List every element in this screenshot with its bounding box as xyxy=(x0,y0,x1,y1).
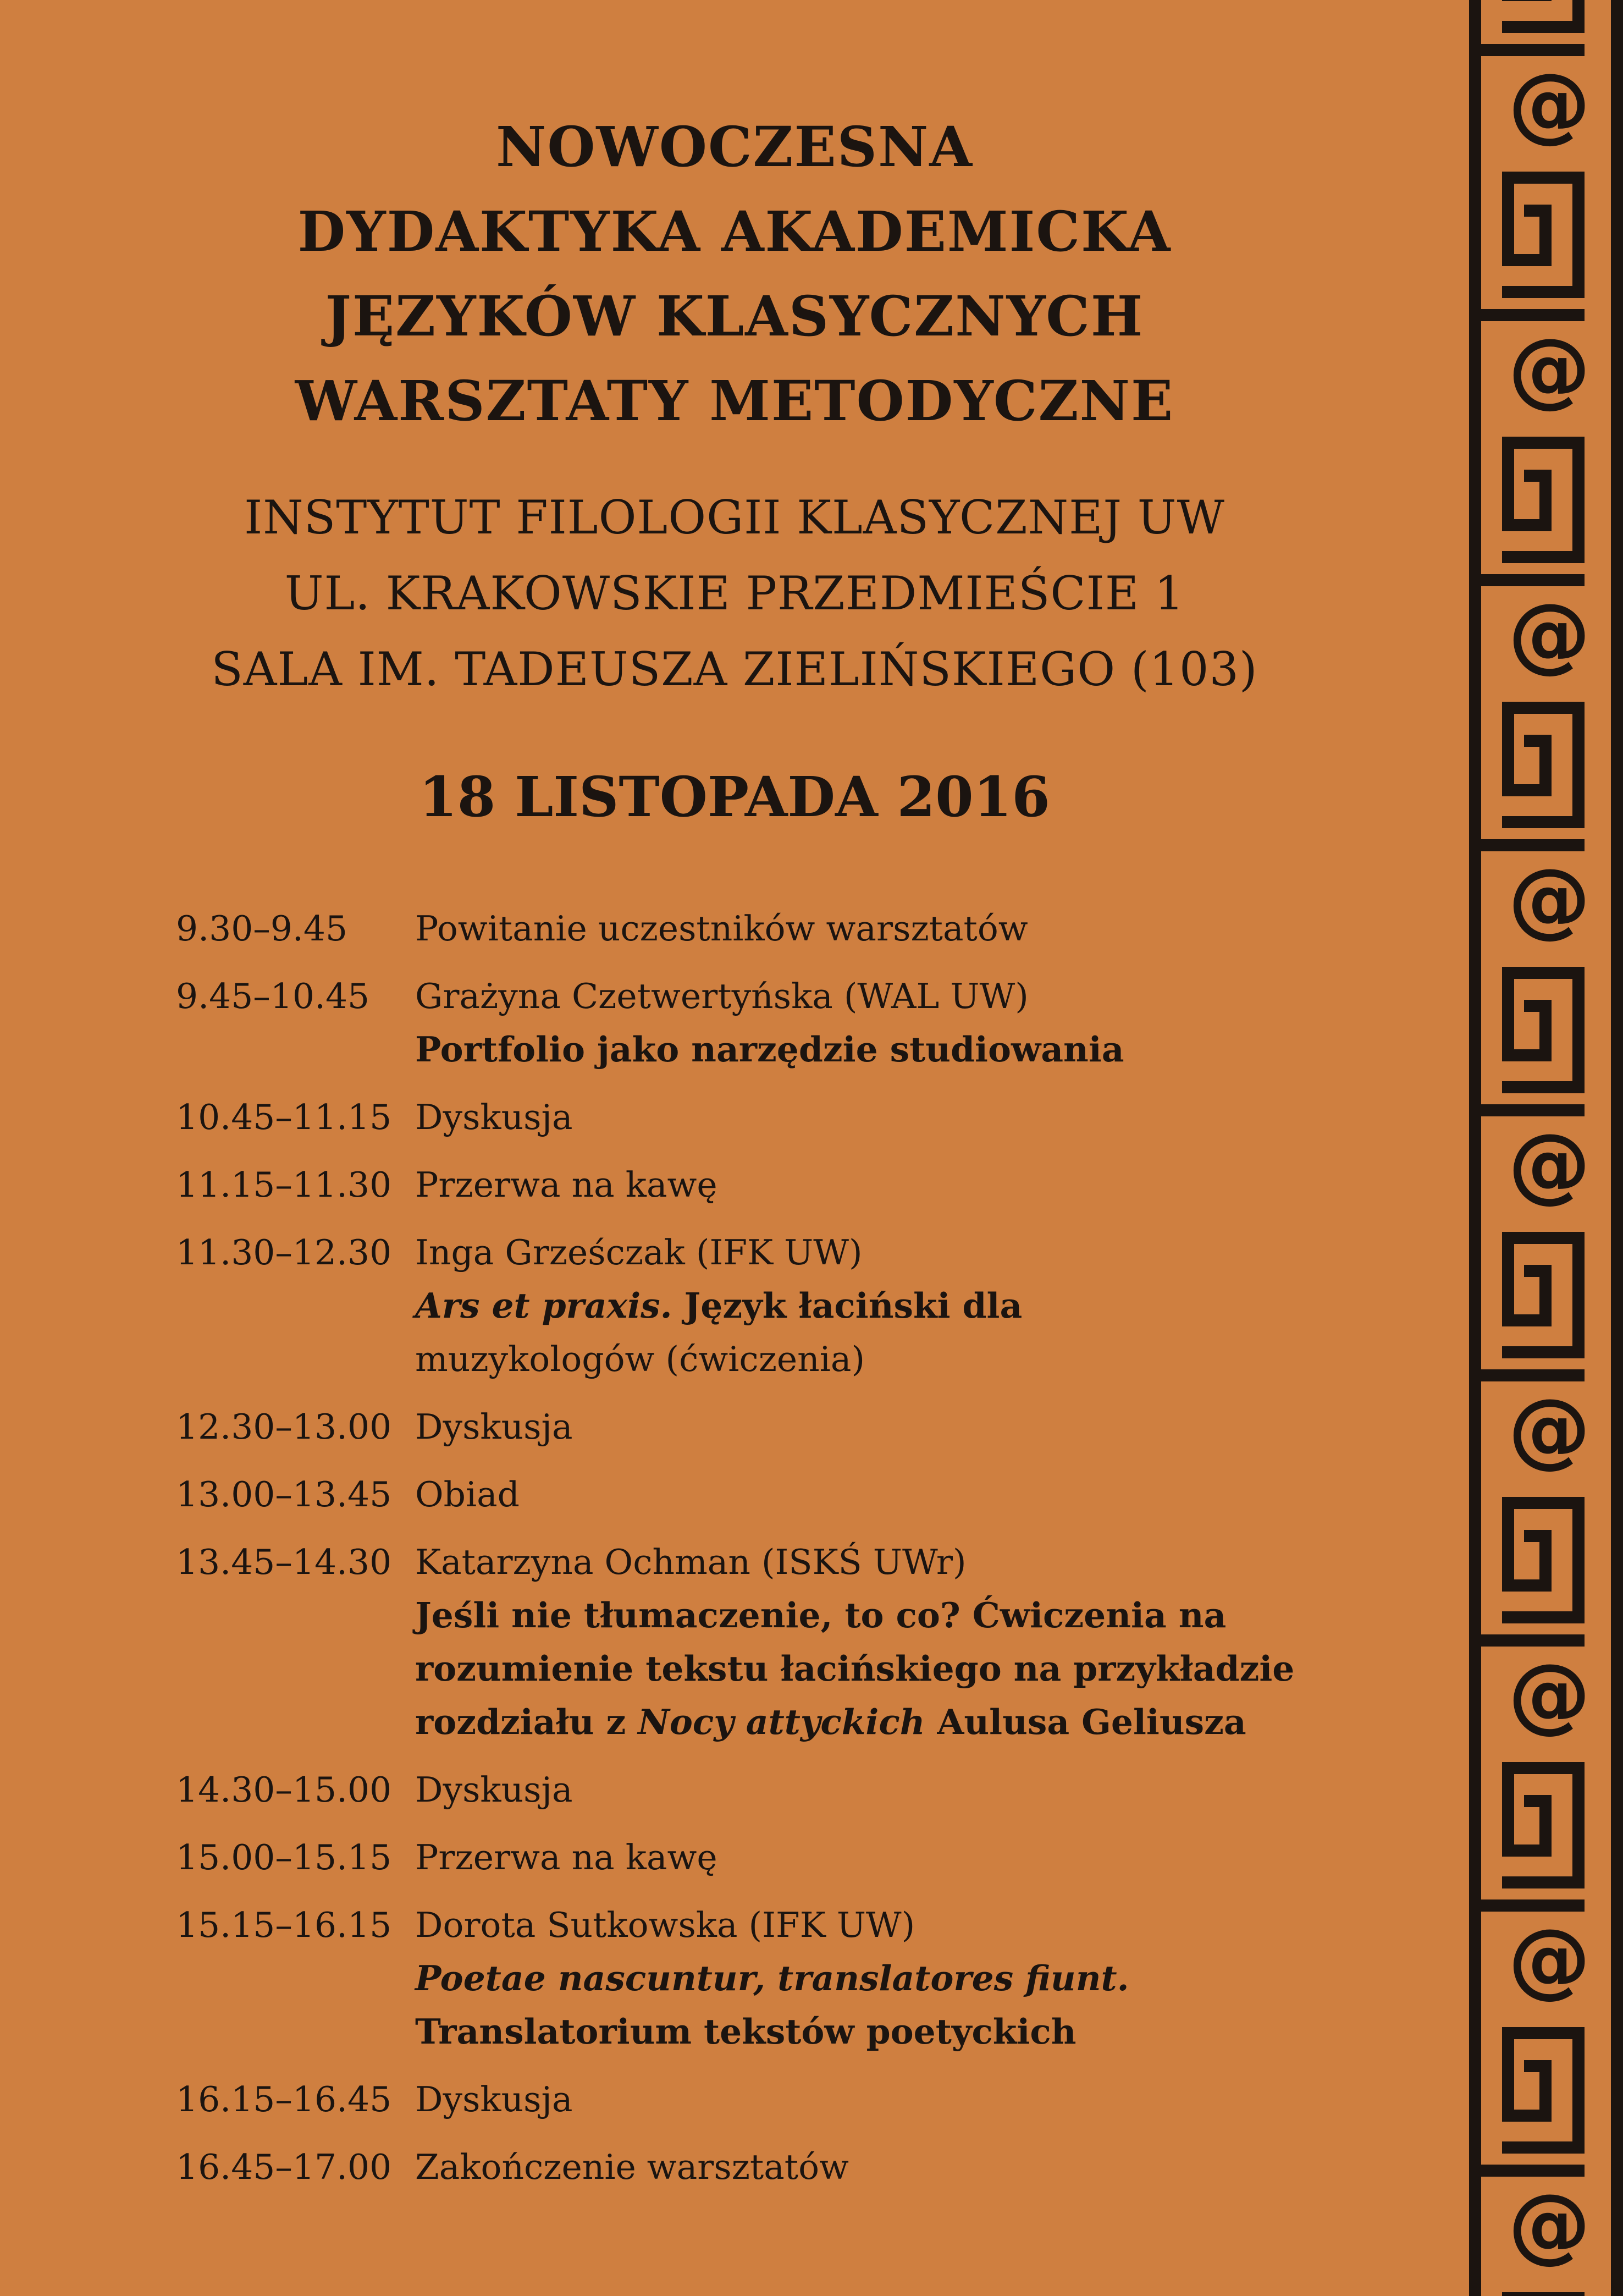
talk-title-part: rozdziału z xyxy=(415,1702,638,1742)
header xyxy=(0,104,1469,833)
schedule-row xyxy=(176,1468,1451,1521)
talk-title-rest: Język łaciński dla xyxy=(672,1285,1023,1326)
at-symbol: @ xyxy=(1508,586,1591,682)
meander-unit xyxy=(1469,2027,1585,2177)
meander-unit xyxy=(1469,2292,1585,2296)
venue-line-1: INSTYTUT FILOLOGII KLASYCZNEJ UW xyxy=(244,491,1225,544)
speaker: Katarzyna Ochman (ISKŚ UWr) xyxy=(415,1542,967,1582)
talk-title-part: Aulusa Geliusza xyxy=(925,1702,1246,1742)
schedule-content xyxy=(415,1158,1451,1212)
schedule-time: 10.45–11.15 xyxy=(176,1097,392,1137)
schedule-text: Przerwa na kawę xyxy=(415,1837,717,1877)
at-symbol: @ xyxy=(1508,1116,1591,1212)
border-rail-right xyxy=(1611,0,1623,2296)
meander-unit xyxy=(1469,967,1585,1116)
meander-unit xyxy=(1469,1232,1585,1381)
talk-title: Poetae nascuntur, translatores fiunt. xyxy=(415,1958,1129,1998)
title-line-3: JĘZYKÓW KLASYCZNYCH xyxy=(325,284,1144,349)
title-line-2: DYDAKTYKA AKADEMICKA xyxy=(297,199,1172,264)
talk-title: Jeśli nie tłumaczenie, to co? Ćwiczenia na xyxy=(415,1595,1227,1636)
talk-title-cont xyxy=(415,1695,1451,1749)
meander-unit xyxy=(1469,172,1585,321)
schedule-row xyxy=(176,902,1451,955)
speaker: Inga Grześczak (IFK UW) xyxy=(415,1232,863,1273)
at-symbol: @ xyxy=(1508,1381,1591,1477)
talk-title-italic: Nocy attyckich xyxy=(638,1702,925,1742)
schedule-time: 15.00–15.15 xyxy=(176,1837,392,1877)
schedule-row xyxy=(176,2073,1451,2126)
schedule-time: 12.30–13.00 xyxy=(176,1407,392,1447)
speaker: Dorota Sutkowska (IFK UW) xyxy=(415,1905,915,1945)
meander-unit xyxy=(1469,702,1585,851)
schedule-content xyxy=(415,1400,1451,1453)
speaker: Grażyna Czetwertyńska (WAL UW) xyxy=(415,976,1029,1016)
schedule-text: Dyskusja xyxy=(415,1097,573,1137)
title-line-4: WARSZTATY METODYCZNE xyxy=(295,368,1174,433)
schedule-content xyxy=(415,902,1451,955)
event-date: 18 LISTOPADA 2016 xyxy=(419,764,1050,829)
at-symbol: @ xyxy=(1508,2177,1591,2272)
schedule-content xyxy=(415,1831,1451,1884)
schedule-time: 16.45–17.00 xyxy=(176,2147,392,2187)
schedule-time: 11.15–11.30 xyxy=(176,1165,392,1205)
talk-title-cont: rozumienie tekstu łacińskiego na przykładzie xyxy=(415,1648,1295,1689)
schedule-time: 16.15–16.45 xyxy=(176,2079,392,2119)
talk-title-cont: Translatorium tekstów poetyckich xyxy=(415,2011,1077,2052)
schedule-row xyxy=(176,1535,1451,1749)
schedule-time: 13.00–13.45 xyxy=(176,1474,392,1515)
at-symbol: @ xyxy=(1508,321,1591,417)
schedule-content xyxy=(415,1535,1451,1749)
schedule-row xyxy=(176,1831,1451,1884)
schedule-content xyxy=(415,1091,1451,1144)
schedule-time: 15.15–16.15 xyxy=(176,1905,392,1945)
meander-unit xyxy=(1469,0,1585,56)
schedule-text: Zakończenie warsztatów xyxy=(415,2147,849,2187)
schedule-content xyxy=(415,970,1451,1076)
schedule xyxy=(176,902,1451,2208)
schedule-time: 13.45–14.30 xyxy=(176,1542,392,1582)
at-symbol: @ xyxy=(1508,56,1591,152)
schedule-row xyxy=(176,1158,1451,1212)
border-rail-left xyxy=(1469,0,1481,2296)
schedule-content xyxy=(415,2140,1451,2194)
schedule-row xyxy=(176,2140,1451,2194)
at-symbol: @ xyxy=(1508,1912,1591,2007)
schedule-content xyxy=(415,1468,1451,1521)
meander-unit xyxy=(1469,437,1585,586)
meander-unit xyxy=(1469,1497,1585,1647)
schedule-text: Dyskusja xyxy=(415,1770,573,1810)
talk-title-cont: muzykologów (ćwiczenia) xyxy=(415,1339,865,1379)
talk-title xyxy=(415,1279,1451,1333)
schedule-row xyxy=(176,1400,1451,1453)
greek-key-border xyxy=(1469,0,1623,2296)
title-line-1: NOWOCZESNA xyxy=(496,114,973,179)
schedule-time: 14.30–15.00 xyxy=(176,1770,392,1810)
venue-line-2: UL. KRAKOWSKIE PRZEDMIEŚCIE 1 xyxy=(284,566,1185,620)
venue-line-3: SALA IM. TADEUSZA ZIELIŃSKIEGO (103) xyxy=(211,642,1258,696)
schedule-text: Obiad xyxy=(415,1474,520,1515)
schedule-row xyxy=(176,1226,1451,1386)
schedule-time: 9.30–9.45 xyxy=(176,909,348,949)
schedule-content xyxy=(415,1763,1451,1816)
schedule-row xyxy=(176,1091,1451,1144)
schedule-row xyxy=(176,1898,1451,2058)
schedule-content xyxy=(415,2073,1451,2126)
schedule-text: Dyskusja xyxy=(415,1407,573,1447)
talk-title-italic: Ars et praxis. xyxy=(415,1285,672,1326)
schedule-text: Powitanie uczestników warsztatów xyxy=(415,909,1028,949)
talk-title: Portfolio jako narzędzie studiowania xyxy=(415,1029,1124,1070)
schedule-time: 9.45–10.45 xyxy=(176,976,370,1016)
at-symbol: @ xyxy=(1508,851,1591,947)
schedule-text: Przerwa na kawę xyxy=(415,1165,717,1205)
meander-unit xyxy=(1469,1762,1585,1912)
schedule-row xyxy=(176,1763,1451,1816)
schedule-text: Dyskusja xyxy=(415,2079,573,2119)
schedule-content xyxy=(415,1898,1451,2058)
schedule-row xyxy=(176,970,1451,1076)
venue xyxy=(0,480,1469,707)
at-symbol: @ xyxy=(1508,1647,1591,1742)
schedule-time: 11.30–12.30 xyxy=(176,1232,392,1273)
schedule-content xyxy=(415,1226,1451,1386)
